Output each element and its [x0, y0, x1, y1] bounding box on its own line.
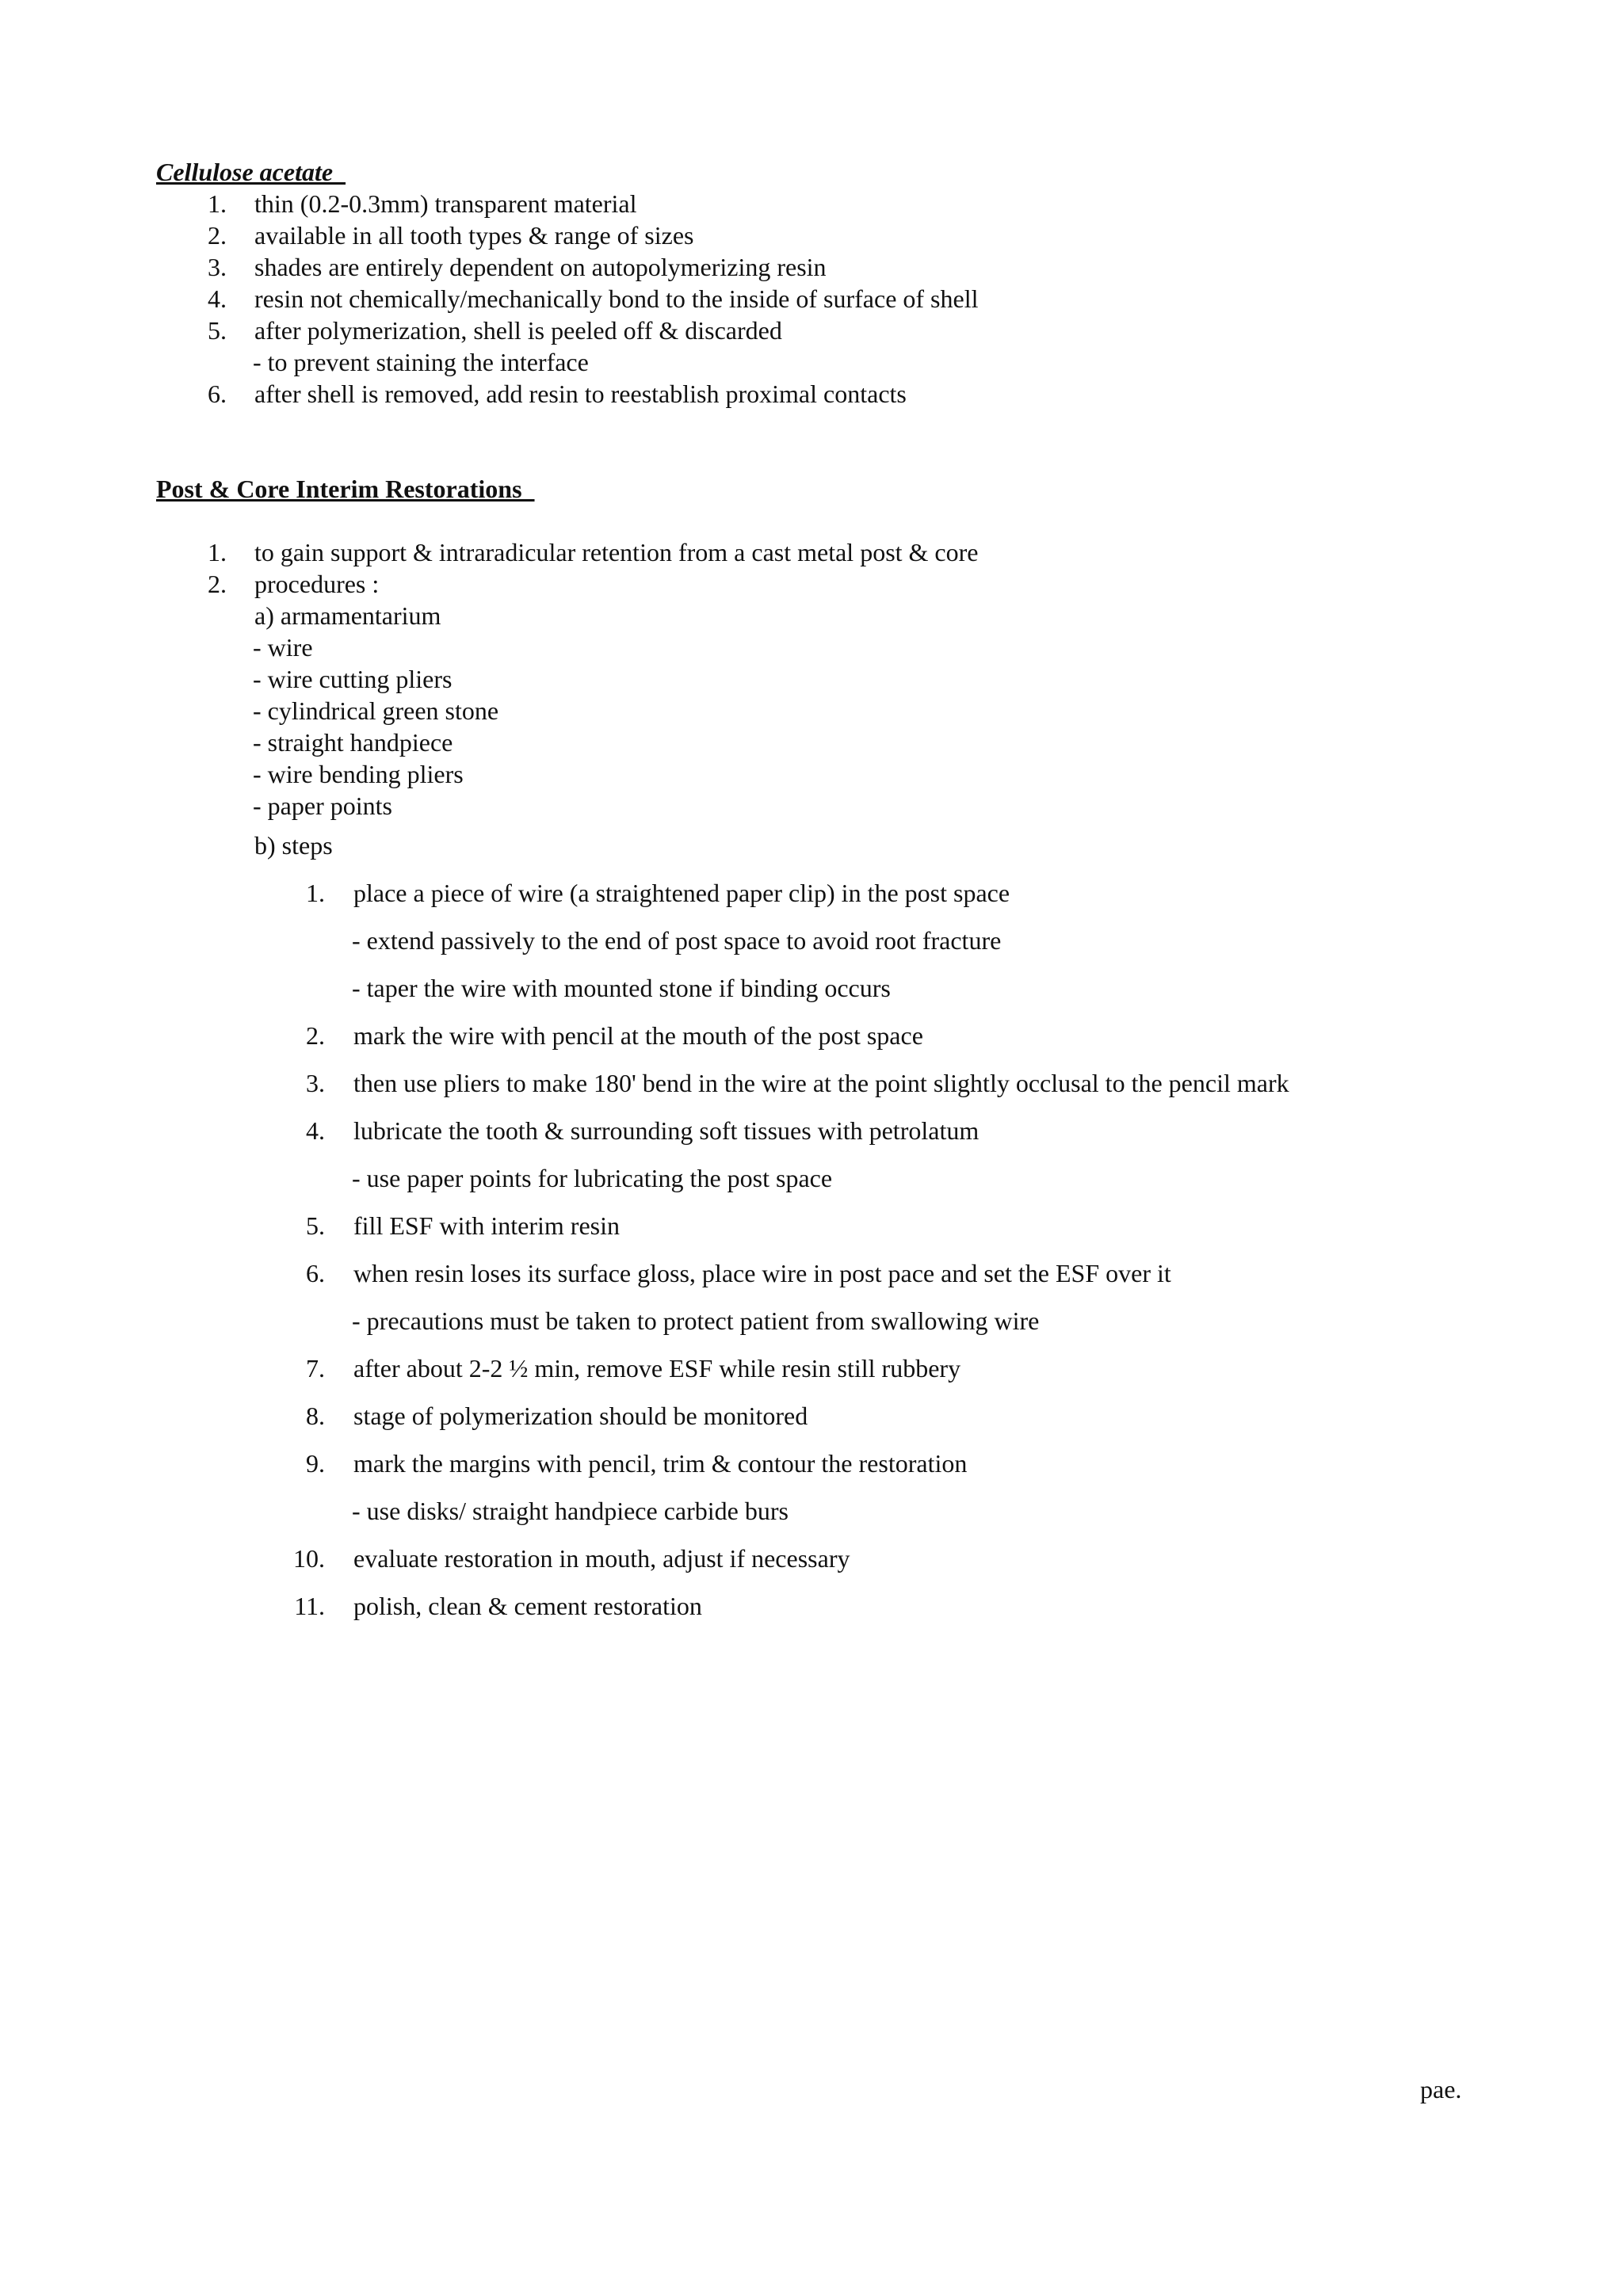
- armamentarium-label: a) armamentarium: [254, 601, 441, 630]
- list-item-number: 6.: [208, 379, 227, 408]
- step-number: 10.: [293, 1544, 325, 1573]
- list-item-text: resin not chemically/mechanically bond to the inside of surface of shell: [254, 284, 979, 313]
- armamentarium-item: - wire cutting pliers: [253, 665, 453, 693]
- armamentarium-item: - wire bending pliers: [253, 760, 464, 788]
- step-number: 11.: [294, 1592, 325, 1620]
- step-text: mark the margins with pencil, trim & contour the restoration: [353, 1449, 968, 1478]
- armamentarium-item: - wire: [253, 633, 313, 662]
- step-number: 9.: [306, 1449, 325, 1478]
- step-subnote: - extend passively to the end of post space to avoid root fracture: [352, 926, 1002, 955]
- step-number: 6.: [306, 1259, 325, 1287]
- step-text: mark the wire with pencil at the mouth of the post space: [353, 1021, 923, 1050]
- list-item-number: 1.: [208, 189, 227, 218]
- step-number: 5.: [306, 1211, 325, 1240]
- list-item-text: procedures :: [254, 570, 380, 598]
- page-footer-initials: pae.: [1420, 2075, 1462, 2103]
- list-item-text: after polymerization, shell is peeled off & discarded: [254, 316, 782, 345]
- armamentarium-item: - paper points: [253, 791, 392, 820]
- step-text: after about 2-2 ½ min, remove ESF while resin still rubbery: [353, 1354, 961, 1383]
- step-subnote: - taper the wire with mounted stone if binding occurs: [352, 974, 891, 1002]
- list-item-number: 2.: [208, 221, 227, 250]
- step-subnote: - use paper points for lubricating the post space: [352, 1164, 833, 1192]
- step-text: place a piece of wire (a straightened paper clip) in the post space: [353, 879, 1010, 907]
- section-heading-cellulose-acetate: Cellulose acetate: [156, 158, 346, 186]
- step-number: 2.: [306, 1021, 325, 1050]
- section-heading-post-core: Post & Core Interim Restorations: [156, 475, 535, 503]
- step-number: 4.: [306, 1116, 325, 1145]
- step-subnote: - use disks/ straight handpiece carbide burs: [352, 1497, 789, 1525]
- list-item-number: 1.: [208, 538, 227, 566]
- step-number: 3.: [306, 1069, 325, 1097]
- step-number: 1.: [306, 879, 325, 907]
- step-text: fill ESF with interim resin: [353, 1211, 620, 1240]
- steps-label: b) steps: [254, 831, 333, 860]
- step-text: evaluate restoration in mouth, adjust if necessary: [353, 1544, 850, 1573]
- list-item-text: after shell is removed, add resin to reestablish proximal contacts: [254, 379, 907, 408]
- list-item-number: 3.: [208, 253, 227, 281]
- step-text: when resin loses its surface gloss, place wire in post pace and set the ESF over it: [353, 1259, 1171, 1287]
- list-item-subnote: - to prevent staining the interface: [253, 348, 589, 376]
- step-text: stage of polymerization should be monitored: [353, 1402, 808, 1430]
- step-text: then use pliers to make 180' bend in the wire at the point slightly occlusal to the pencil mark: [353, 1069, 1289, 1097]
- list-item-text: thin (0.2-0.3mm) transparent material: [254, 189, 637, 218]
- step-text: lubricate the tooth & surrounding soft tissues with petrolatum: [353, 1116, 980, 1145]
- list-item-text: to gain support & intraradicular retention from a cast metal post & core: [254, 538, 979, 566]
- list-item-text: shades are entirely dependent on autopolymerizing resin: [254, 253, 827, 281]
- step-text: polish, clean & cement restoration: [353, 1592, 702, 1620]
- list-item-number: 4.: [208, 284, 227, 313]
- armamentarium-item: - straight handpiece: [253, 728, 453, 757]
- list-item-number: 5.: [208, 316, 227, 345]
- armamentarium-item: - cylindrical green stone: [253, 696, 499, 725]
- step-number: 8.: [306, 1402, 325, 1430]
- list-item-number: 2.: [208, 570, 227, 598]
- step-subnote: - precautions must be taken to protect patient from swallowing wire: [352, 1306, 1040, 1335]
- list-item-text: available in all tooth types & range of sizes: [254, 221, 694, 250]
- step-number: 7.: [306, 1354, 325, 1383]
